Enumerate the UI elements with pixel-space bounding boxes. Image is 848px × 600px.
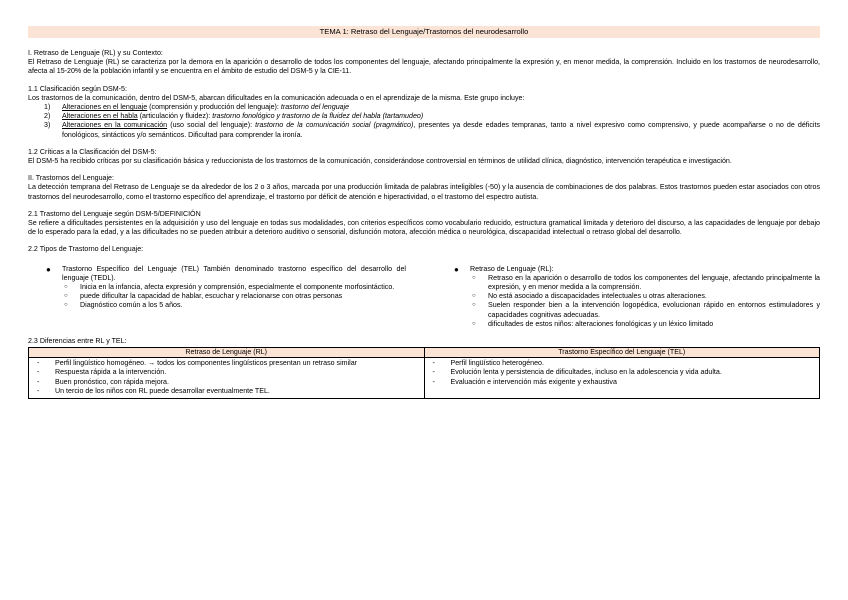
table-row	[29, 358, 820, 399]
table-header-rl: Retraso de Lenguaje (RL)	[29, 348, 425, 358]
list-item: - Perfil lingüístico heterogéneo.	[432, 359, 544, 368]
section-2-heading: II. Trastornos del Lenguaje:	[28, 174, 114, 183]
section-1-text: El Retraso de Lenguaje (RL) se caracteriza por la demora en la aparición o desarrollo de todos los componentes del lenguaje, afectando principalmente la expresión y, en menor medida, la comprensión. Incluido en los trastornos de neurodesarrollo, afecta al 15-20% de la población infantil y se encuentra en el ámbito de estudio del DSM-5 y la CIE-11.	[28, 58, 820, 76]
section-2-1	[28, 210, 820, 238]
list-item: 2) Alteraciones en el habla (articulación y fluidez): trastorno fonológico y trastorno de la fluidez del habla (tartamudeo)	[44, 112, 424, 121]
list-item: - Perfil lingüístico homogéneo. → todos los componentes lingüísticos presentan un retraso similar	[37, 359, 358, 368]
list-item: ○ No está asociado a discapacidades intelectuales u otras alteraciones.	[472, 292, 707, 301]
list-item: ○ Retraso en la aparición o desarrollo de todos los componentes del lenguaje, afectando principalmente la expresión, y en menor medida a la comprensión.	[472, 273, 820, 292]
circle-bullet-icon: ○	[64, 284, 68, 291]
section-2-2	[28, 245, 820, 329]
section-1-heading: I. Retraso de Lenguaje (RL) y su Contexto:	[28, 49, 163, 57]
list-item: - Respuesta rápida a la intervención.	[37, 368, 167, 377]
circle-bullet-icon: ○	[64, 302, 68, 309]
section-2-2-heading: 2.2 Tipos de Trastorno del Lenguaje:	[28, 245, 144, 254]
rl-column	[454, 265, 820, 329]
section-1-2-heading: 1.2 Críticas a la Clasificación del DSM-5:	[28, 147, 157, 156]
section-1-1-intro: Los trastornos de la comunicación, dentro del DSM-5, abarcan dificultades en la comunicación adecuada o en el aprendizaje de la misma. Este grupo incluye:	[28, 93, 525, 102]
list-item: - Buen pronóstico, con rápida mejora.	[37, 377, 169, 386]
section-2-text: La detección temprana del Retraso de Lenguaje se da alrededor de los 2 o 3 años, marcada por una producción limitada de palabras inteligibles (-50) y la ausencia de combinaciones de dos palabras. Estos trastornos pueden estar asociados con otros trastornos del neurodesarrollo, como el trastorno específico del aprendizaje, el trastorno por déficit de atención e hiperactividad, o el trastorno del espectro autista.	[28, 183, 820, 201]
list-item: ● Trastorno Específico del Lenguaje (TEL) También denominado trastorno específico del desarrollo del lenguaje (TEDL).	[46, 264, 406, 282]
document-title: TEMA 1: Retraso del Lenguaje/Trastornos del neurodesarrollo	[28, 26, 820, 38]
section-1-2	[28, 148, 820, 166]
table-header-tel: Trastorno Específico del Lenguaje (TEL)	[424, 348, 820, 358]
circle-bullet-icon: ○	[64, 293, 68, 300]
list-item: - Evolución lenta y persistencia de dificultades, incluso en la adolescencia y vida adulta.	[432, 368, 722, 377]
section-2-1-heading: 2.1 Trastorno del Lenguaje según DSM-5/DEFINICIÓN	[28, 209, 201, 218]
circle-bullet-icon: ○	[472, 293, 476, 300]
section-2-1-text: Se refiere a dificultades persistentes en la adquisición y uso del lenguaje en todas sus modalidades, con criterios específicos como vocabulario reducido, estructura gramatical limitada y deterioro del discurso, a las capacidades de lenguaje por debajo de lo esperado para la edad, y a las dificultades no se pueden atribuir a deterioro auditivo o sensorial, disfunción motora, afección médica o neurológica, discapacidad intelectual o retraso global del desarrollo.	[28, 219, 820, 237]
list-item-term: Alteraciones en el habla	[62, 112, 138, 121]
list-item: 3) Alteraciones en la comunicación (uso social del lenguaje): trastorno de la comunicación social (pragmático), presentes ya desde edades tempranas, tanto a nivel expresivo como comprensivo, y puede acompañarse o no de déficits fonológicos, sintácticos y/o semánticos. Dificultad para comprender la ironía.	[44, 121, 820, 139]
list-item-term: Alteraciones en el lenguaje	[62, 103, 148, 112]
list-item: ○ dificultades de estos niños: alteraciones fonológicas y un léxico limitado	[472, 319, 714, 328]
table-cell-rl	[29, 358, 425, 399]
section-1-2-text: El DSM-5 ha recibido críticas por su clasificación básica y reduccionista de los trastornos de la comunicación, considerándose controversial en términos de utilidad clínica, diagnóstico, intervención terapéutica e investigación.	[28, 157, 732, 166]
section-1	[28, 49, 820, 77]
list-item: ○ Diagnóstico común a los 5 años.	[64, 301, 183, 310]
list-item: ○ Inicia en la infancia, afecta expresión y comprensión, especialmente el componente morfosintáctico.	[64, 283, 395, 292]
section-2	[28, 174, 820, 202]
list-item: ● Retraso de Lenguaje (RL):	[454, 264, 554, 274]
section-2-3-heading: 2.3 Diferencias entre RL y TEL:	[28, 337, 127, 346]
list-item: - Evaluación e intervención más exigente y exhaustiva	[432, 377, 617, 386]
circle-bullet-icon: ○	[472, 320, 476, 327]
tel-column	[46, 265, 406, 329]
section-1-1	[28, 85, 820, 140]
list-item: ○ Suelen responder bien a la intervención logopédica, evolucionan rápido en entornos estimuladores y capacidades cognitivas adecuadas.	[472, 301, 820, 319]
circle-bullet-icon: ○	[472, 302, 476, 309]
section-2-3	[28, 337, 820, 399]
bullet-icon: ●	[454, 264, 459, 274]
section-1-1-heading: 1.1 Clasificación según DSM-5:	[28, 84, 127, 93]
bullet-icon: ●	[46, 264, 51, 274]
document-page	[28, 26, 820, 399]
classification-list	[28, 103, 820, 140]
table-cell-tel	[424, 358, 820, 399]
list-item-term: Alteraciones en la comunicación	[62, 121, 168, 130]
circle-bullet-icon: ○	[472, 274, 476, 281]
list-item: - Un tercio de los niños con RL puede desarrollar eventualmente TEL.	[37, 386, 270, 395]
differences-table	[28, 347, 820, 399]
list-item: 1) Alteraciones en el lenguaje (comprensión y producción del lenguaje): trastorno del lenguaje	[44, 103, 350, 112]
list-item: ○ puede dificultar la capacidad de hablar, escuchar y relacionarse con otras personas	[64, 292, 343, 301]
